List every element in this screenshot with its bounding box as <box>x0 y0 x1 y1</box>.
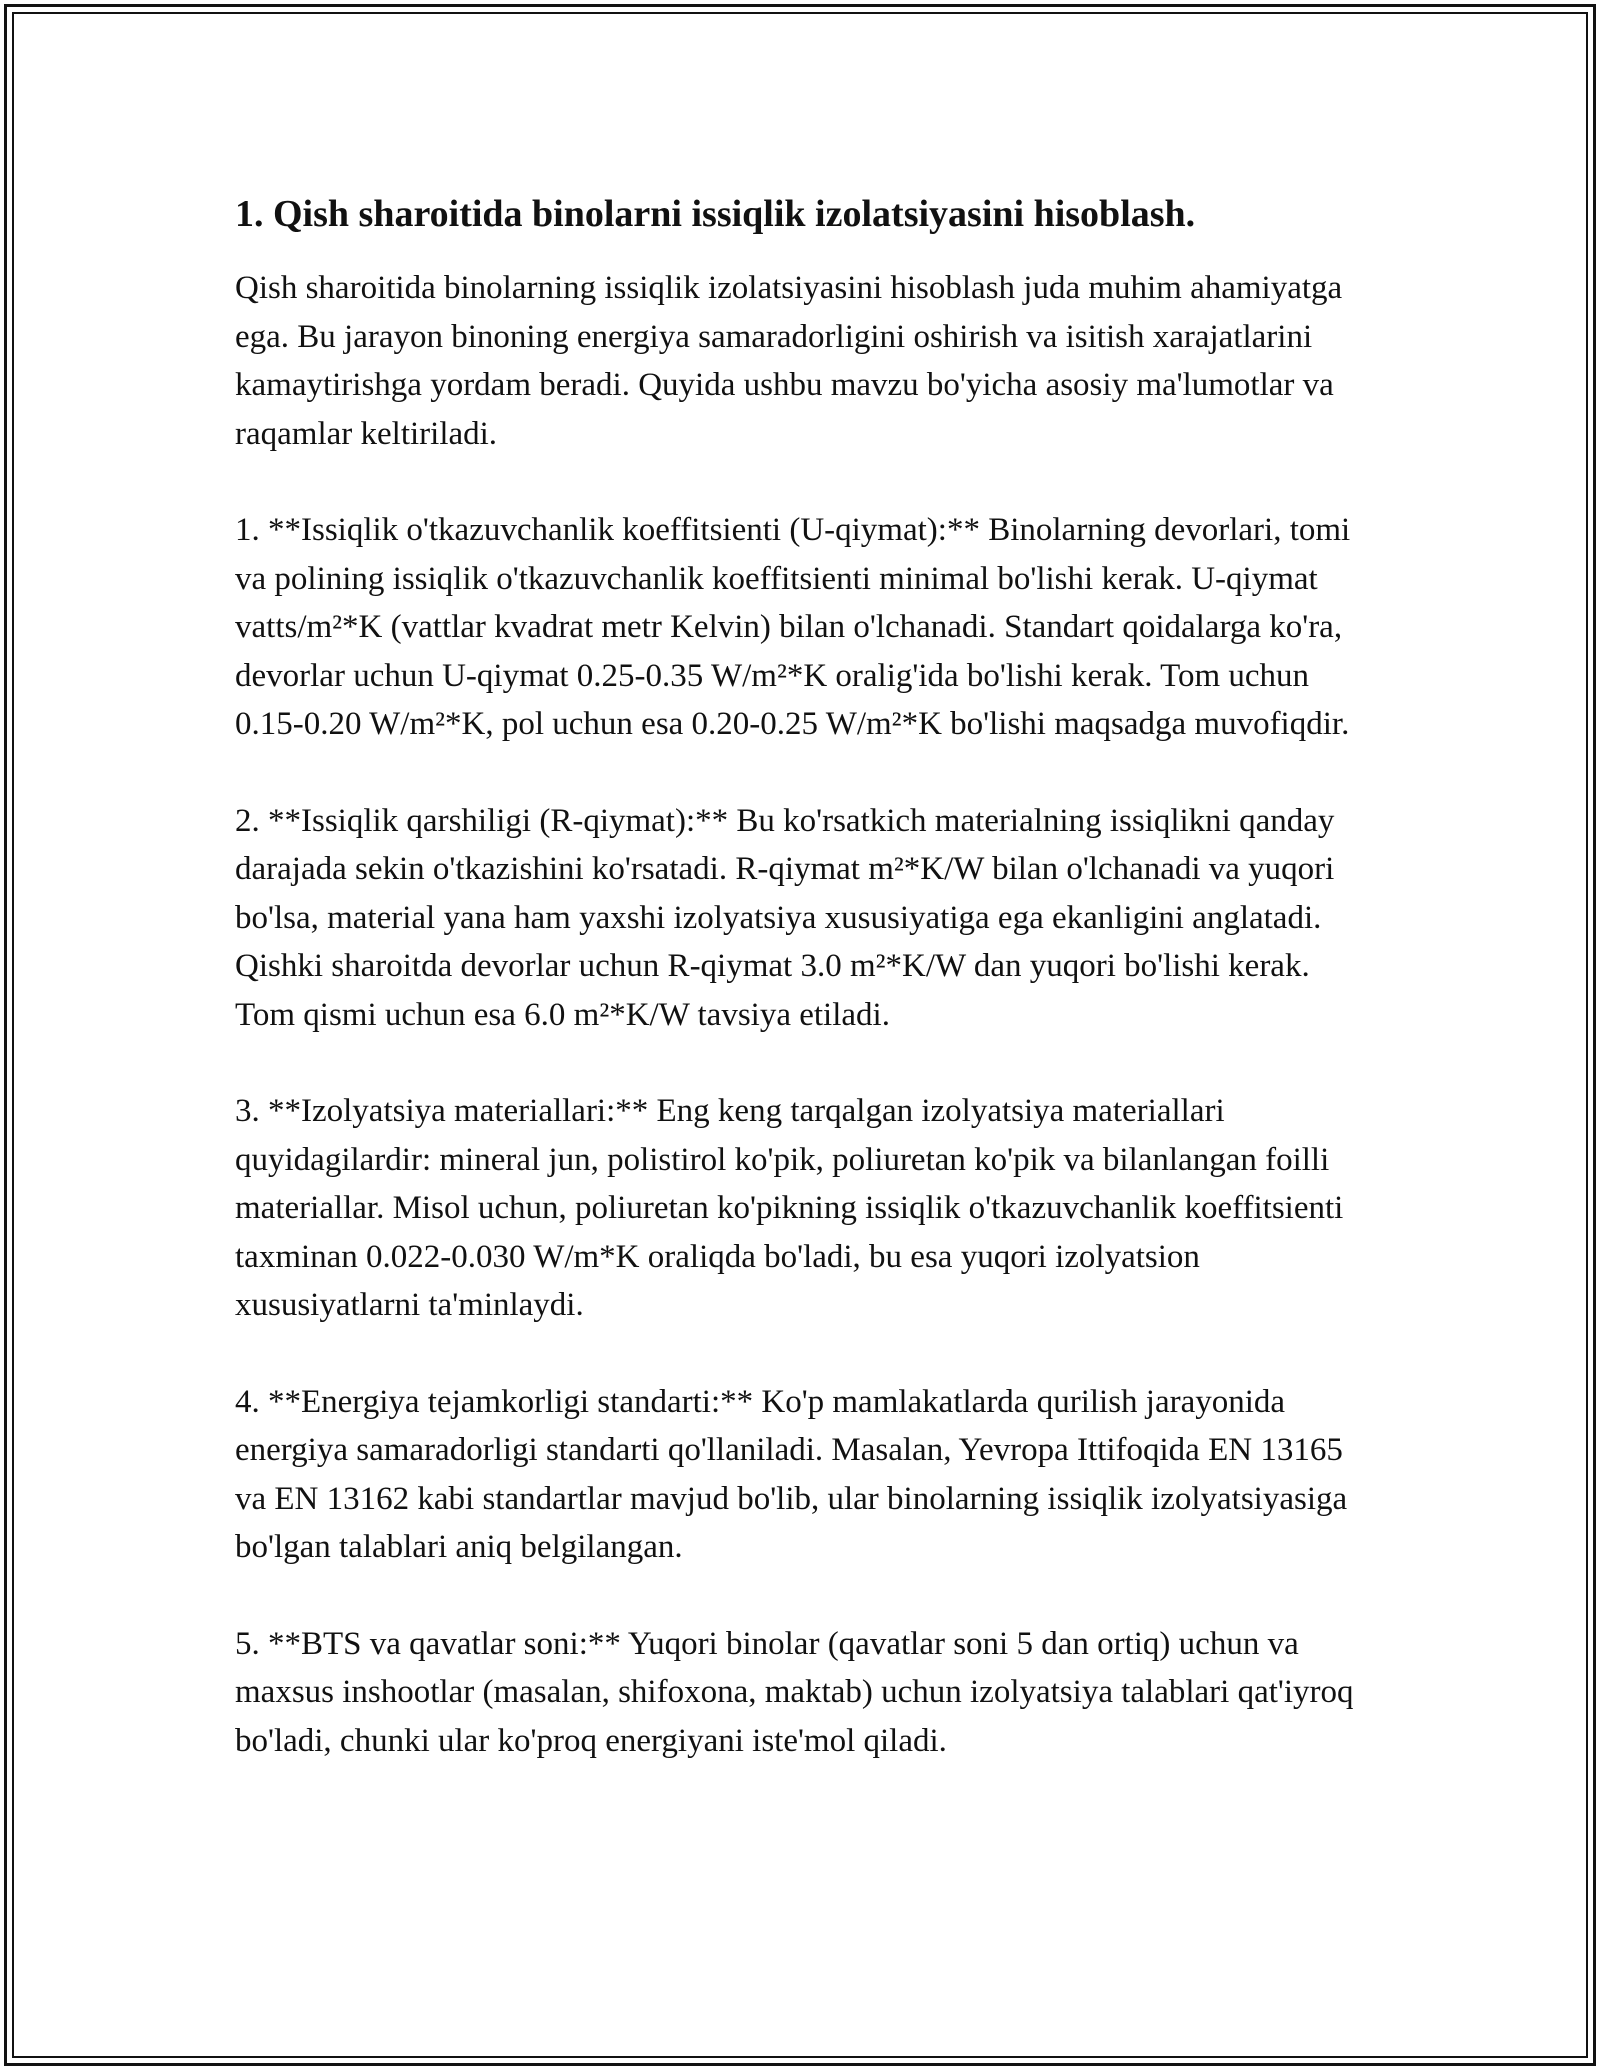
document-title: 1. Qish sharoitida binolarni issiqlik izolatsiyasini hisoblash. <box>235 193 1196 235</box>
section-r-value-paragraph: 2. **Issiqlik qarshiligi (R-qiymat):** Bu ko'rsatkich materialning issiqlikni qanday darajada sekin o'tkazishini ko'rsatadi. R-qiymat m²*K/W bilan o'lchanadi va yuqori bo'lsa, material yana ham yaxshi izolyatsiya xususiyatiga ega ekanligini anglatadi. Qishki sharoitda devorlar uchun R-qiymat 3.0 m²*K/W dan yuqori bo'lishi kerak. Tom qismi uchun esa 6.0 m²*K/W tavsiya etiladi. <box>235 802 1335 1033</box>
intro-paragraph: Qish sharoitida binolarning issiqlik izolatsiyasini hisoblash juda muhim ahamiyatga ega. Bu jarayon binoning energiya samaradorligini oshirish va isitish xarajatlarini kamaytirishga yordam beradi. Quyida ushbu mavzu bo'yicha asosiy ma'lumotlar va raqamlar keltiriladi. <box>235 270 1343 452</box>
section-insulation-materials-paragraph: 3. **Izolyatsiya materiallari:** Eng keng tarqalgan izolyatsiya materiallari quyidagilardir: mineral jun, polistirol ko'pik, poliuretan ko'pik va bilanlangan foilli materiallar. Misol uchun, poliuretan ko'pikning issiqlik o'tkazuvchanlik koeffitsienti taxminan 0.022-0.030 W/m*K oraliqda bo'ladi, bu esa yuqori izolyatsion xususiyatlarni ta'minlaydi. <box>235 1093 1344 1323</box>
section-energy-standard-paragraph: 4. **Energiya tejamkorligi standarti:** Ko'p mamlakatlarda qurilish jarayonida energiya samaradorligi standarti qo'llaniladi. Masalan, Yevropa Ittifoqida EN 13165 va EN 13162 kabi standartlar mavjud bo'lib, ular binolarning issiqlik izolyatsiyasiga bo'lgan talablari aniq belgilangan. <box>235 1383 1348 1565</box>
section-floors-paragraph: 5. **BTS va qavatlar soni:** Yuqori binolar (qavatlar soni 5 dan ortiq) uchun va maxsus inshootlar (masalan, shifoxona, maktab) uchun izolyatsiya talablari qat'iyroq bo'ladi, chunki ular ko'proq energiyani iste'mol qiladi. <box>235 1625 1354 1759</box>
section-u-value-paragraph: 1. **Issiqlik o'tkazuvchanlik koeffitsienti (U-qiymat):** Binolarning devorlari, tomi va polining issiqlik o'tkazuvchanlik koeffitsienti minimal bo'lishi kerak. U-qiymat vatts/m²*K (vattlar kvadrat metr Kelvin) bilan o'lchanadi. Standart qoidalarga ko'ra, devorlar uchun U-qiymat 0.25-0.35 W/m²*K oralig'ida bo'lishi kerak. Tom uchun 0.15-0.20 W/m²*K, pol uchun esa 0.20-0.25 W/m²*K bo'lishi maqsadga muvofiqdir. <box>235 512 1351 742</box>
page-content <box>235 186 1365 1813</box>
